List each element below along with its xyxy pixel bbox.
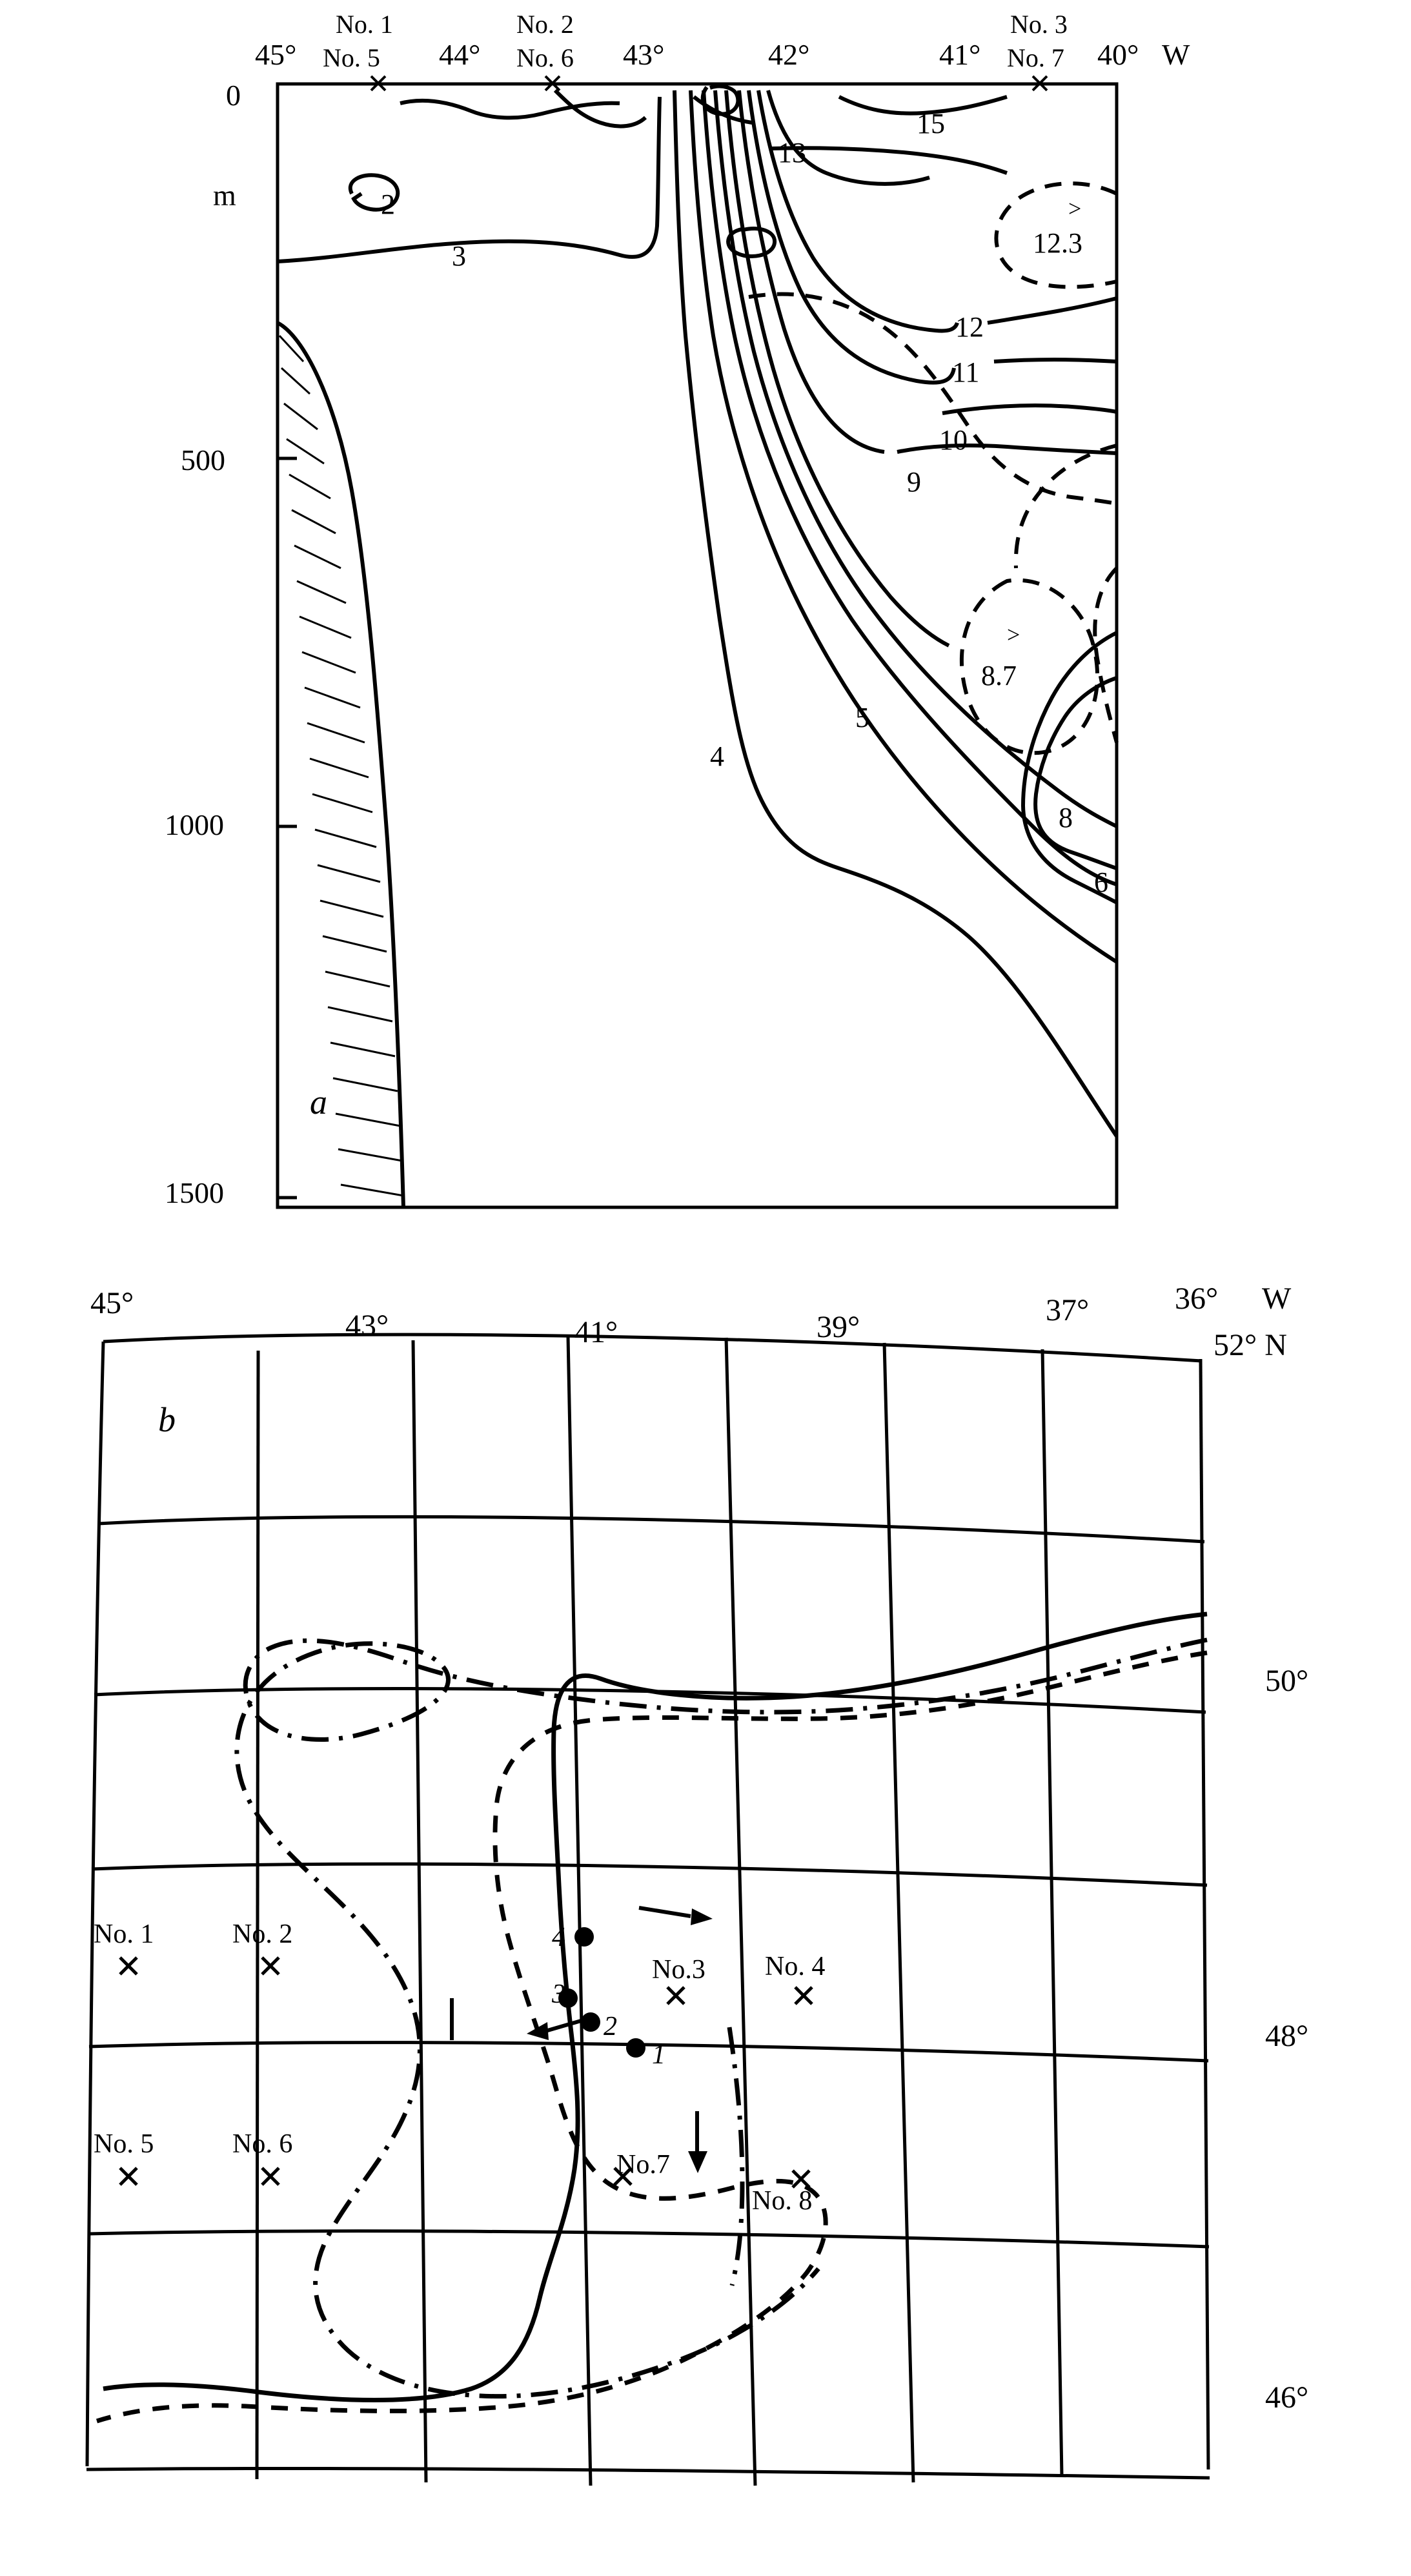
station-label-no3: No. 3	[1010, 10, 1068, 39]
x-axis-label-40: 40°	[1097, 38, 1139, 71]
station-cross-no3	[667, 1987, 684, 2004]
map-x-label-36: 36°	[1175, 1282, 1219, 1316]
contour-label-3: 3	[452, 240, 466, 272]
map-x-label-45: 45°	[90, 1286, 134, 1320]
map-y-label-46: 46°	[1265, 2380, 1309, 2415]
bottom-hatching	[279, 336, 403, 1196]
parallel-52	[103, 1334, 1202, 1361]
y-axis-label-500: 500	[181, 444, 225, 476]
depth-unit-label: m	[213, 179, 236, 212]
contour-label-8: 8	[1059, 802, 1073, 833]
front-dash-dot	[237, 1640, 1207, 2397]
arrow-east-shaft	[639, 1908, 691, 1916]
panel-letter-a: a	[310, 1083, 327, 1121]
parallel-51	[98, 1517, 1204, 1542]
panel-a-section-plot	[0, 0, 1411, 1265]
surface-eddy-1	[703, 87, 738, 114]
map-point-label-2: 2	[604, 2012, 617, 2041]
y-axis-label-0: 0	[226, 79, 241, 112]
station-label-no1: No. 1	[336, 10, 393, 39]
x-axis-unit-w: W	[1162, 38, 1190, 71]
panel-b-drawing	[0, 1265, 1411, 2576]
map-x-unit-w: W	[1262, 1282, 1292, 1316]
x-axis-label-41: 41°	[939, 38, 981, 71]
map-station-no7: No.7	[616, 2150, 670, 2180]
map-point-label-4: 4	[552, 1923, 565, 1952]
isotherm-8	[715, 90, 1117, 826]
isotherm-12c	[994, 360, 1117, 362]
front-dashed-lower	[1095, 568, 1117, 742]
map-point-label-1: 1	[652, 2040, 665, 2070]
y-axis-label-1500: 1500	[165, 1176, 224, 1209]
map-station-no1: No. 1	[94, 1919, 154, 1949]
front-dashed	[97, 1653, 1207, 2421]
map-y-label-48: 48°	[1265, 2019, 1309, 2053]
contour-label-4: 4	[710, 741, 724, 772]
panel-b-map	[0, 1265, 1411, 2576]
contour-label-9: 9	[907, 466, 921, 498]
map-station-no5: No. 5	[94, 2129, 154, 2159]
front-dashed-mid	[1016, 445, 1117, 568]
map-y-label-52: 52° N	[1213, 1328, 1287, 1362]
station-markers	[120, 1955, 812, 2187]
map-x-label-39: 39°	[817, 1310, 860, 1344]
station-label-no6: No. 6	[516, 43, 574, 72]
core-contours	[749, 183, 1117, 753]
y-axis-label-1000: 1000	[165, 808, 224, 841]
map-x-label-41: 41°	[574, 1315, 618, 1349]
map-x-label-43: 43°	[345, 1309, 389, 1343]
map-point-label-3: 3	[552, 1979, 565, 2009]
x-axis-label-43: 43°	[623, 38, 665, 71]
station-label-no2: No. 2	[516, 10, 574, 39]
contour-label-11: 11	[952, 356, 980, 388]
core-label-8-7: 8.7	[981, 660, 1017, 691]
map-station-no6: No. 6	[232, 2129, 293, 2159]
station-label-no5: No. 5	[323, 43, 380, 72]
arrow-east-head	[691, 1908, 713, 1925]
sample-point-1	[626, 2038, 645, 2058]
station-cross-no2	[262, 1958, 279, 1974]
station-cross-no1	[120, 1958, 137, 1974]
map-station-no2: No. 2	[232, 1919, 293, 1949]
isotherm-10	[739, 90, 884, 452]
contour-label-6: 6	[1094, 866, 1108, 898]
core-marker-upper: >	[1068, 196, 1082, 221]
isotherm-10b	[942, 405, 1117, 413]
map-parallels	[86, 1334, 1210, 2478]
front-solid	[103, 1614, 1207, 2400]
map-y-label-50: 50°	[1265, 1664, 1309, 1698]
station-cross-no5	[120, 2168, 137, 2185]
contour-label-15: 15	[917, 108, 945, 139]
sub-eddy-1	[728, 229, 775, 256]
station-label-no7: No. 7	[1007, 43, 1064, 72]
arrow-south-head	[688, 2151, 707, 2173]
contour-label-13: 13	[778, 137, 806, 169]
isotherm-lines	[278, 87, 1117, 1136]
isotherm-5	[691, 90, 1117, 962]
isotherm-9b	[897, 445, 1117, 453]
map-x-label-37: 37°	[1046, 1293, 1090, 1327]
arrow-west-shaft	[545, 2021, 581, 2031]
panel-a-drawing	[0, 0, 1411, 1265]
parallel-46	[86, 2468, 1210, 2478]
contour-label-5: 5	[855, 702, 869, 733]
contour-label-10: 10	[939, 424, 968, 456]
panel-letter-b: b	[158, 1400, 176, 1439]
depth-ticks	[278, 84, 297, 1198]
contour-label-2: 2	[381, 189, 395, 220]
map-station-no8: No. 8	[752, 2186, 813, 2216]
station-cross-no6	[262, 2168, 279, 2185]
bottom-topography	[278, 323, 403, 1207]
sample-point-4	[574, 1927, 594, 1947]
contour-label-12: 12	[955, 311, 984, 343]
x-axis-label-44: 44°	[439, 38, 481, 71]
x-axis-label-45: 45°	[255, 38, 297, 71]
map-station-no4: No. 4	[765, 1952, 826, 1981]
isotherm-12b	[988, 298, 1117, 323]
core-label-12-3: 12.3	[1033, 227, 1082, 259]
station-cross-no8	[793, 2171, 809, 2187]
station-cross-no4	[795, 1987, 812, 2004]
sample-point-2	[581, 2012, 600, 2032]
core-marker-lower: >	[1007, 622, 1020, 648]
panel-a-frame	[278, 84, 1117, 1207]
map-station-no3: No.3	[652, 1955, 706, 1985]
x-axis-label-42: 42°	[768, 38, 810, 71]
